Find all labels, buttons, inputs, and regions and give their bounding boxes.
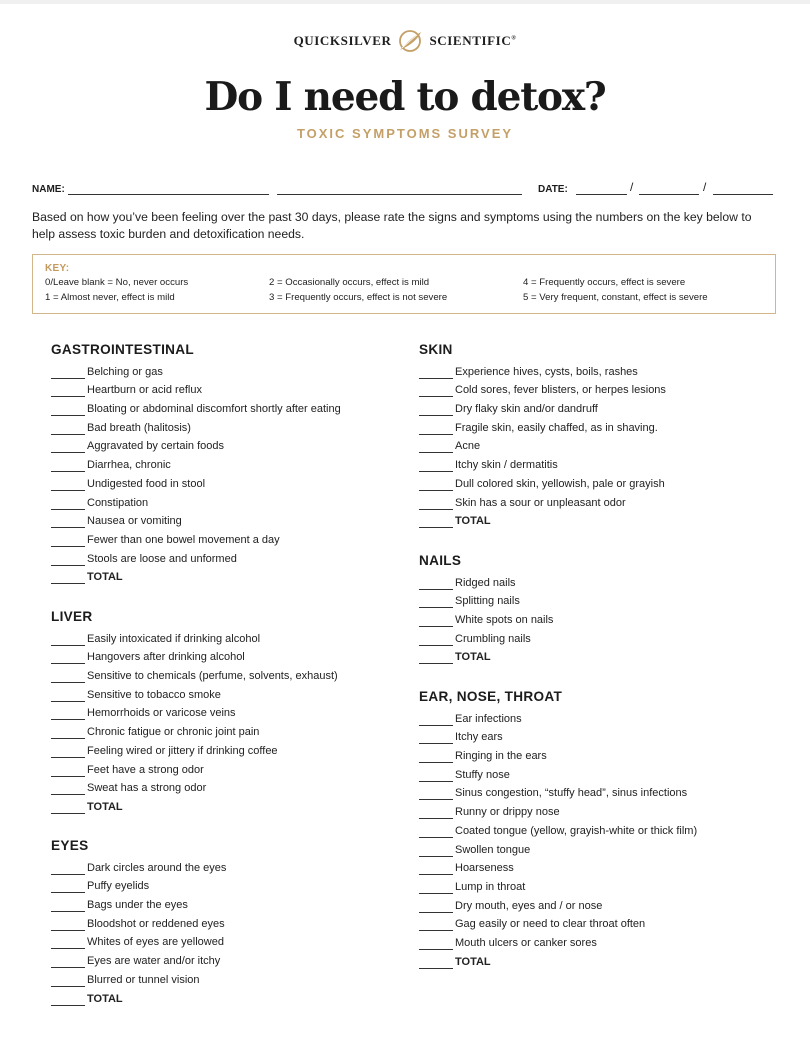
symptom-label: Ringing in the ears — [455, 750, 547, 763]
symptom-row — [419, 435, 666, 454]
score-blank[interactable] — [419, 807, 453, 819]
score-blank[interactable] — [51, 783, 85, 795]
top-edge — [0, 0, 810, 4]
symptom-row — [419, 416, 666, 435]
symptom-label: Crumbling nails — [455, 632, 531, 645]
symptom-row — [51, 360, 341, 379]
symptom-row — [419, 875, 697, 894]
total-label: TOTAL — [455, 651, 491, 664]
score-blank[interactable] — [51, 727, 85, 739]
symptom-label: Whites of eyes are yellowed — [87, 936, 224, 949]
symptom-label: Feet have a strong odor — [87, 763, 204, 776]
symptom-label: Dry flaky skin and/or dandruff — [455, 403, 598, 416]
symptom-label: Belching or gas — [87, 365, 163, 378]
score-blank[interactable] — [419, 385, 453, 397]
date-label: DATE: — [538, 184, 568, 195]
symptom-label: Ridged nails — [455, 576, 516, 589]
score-blank[interactable] — [51, 535, 85, 547]
symptom-row — [419, 931, 697, 950]
symptom-label: Lump in throat — [455, 880, 526, 893]
symptom-label: Cold sores, fever blisters, or herpes lesions — [455, 384, 666, 397]
score-blank[interactable] — [51, 516, 85, 528]
symptom-row — [419, 472, 666, 491]
symptom-row — [419, 360, 666, 379]
symptom-row — [51, 931, 226, 950]
key-item: 0/Leave blank = No, never occurs — [45, 277, 189, 288]
total-label: TOTAL — [455, 955, 491, 968]
symptom-label: Runny or drippy nose — [455, 806, 560, 819]
key-item: 3 = Frequently occurs, effect is not severe — [269, 292, 448, 303]
symptom-row — [51, 949, 226, 968]
total-score-blank[interactable] — [419, 652, 453, 664]
score-blank[interactable] — [419, 732, 453, 744]
symptom-row — [51, 664, 338, 683]
key-item: 5 = Very frequent, constant, effect is severe — [523, 292, 708, 303]
score-blank[interactable] — [51, 423, 85, 435]
score-blank[interactable] — [51, 881, 85, 893]
symptom-row — [419, 800, 697, 819]
score-blank[interactable] — [419, 634, 453, 646]
symptom-label: Coated tongue (yellow, grayish-white or thick film) — [455, 824, 698, 837]
feather-logo-icon — [397, 28, 423, 54]
symptom-label: Swollen tongue — [455, 843, 531, 856]
symptom-label: Dull colored skin, yellowish, pale or grayish — [455, 477, 665, 490]
score-blank[interactable] — [419, 423, 453, 435]
score-blank[interactable] — [419, 863, 453, 875]
symptom-row — [419, 453, 666, 472]
symptom-label: Mouth ulcers or canker sores — [455, 936, 597, 949]
total-row — [419, 646, 553, 665]
symptom-label: Sinus congestion, “stuffy head”, sinus infections — [455, 787, 688, 800]
symptom-row — [51, 646, 338, 665]
score-blank[interactable] — [419, 882, 453, 894]
symptom-row — [419, 379, 666, 398]
score-blank[interactable] — [51, 863, 85, 875]
symptom-label: Dark circles around the eyes — [87, 861, 227, 874]
symptom-label: Bloating or abdominal discomfort shortly after eating — [87, 403, 341, 416]
date-separator: / — [703, 180, 707, 194]
symptom-label: Itchy ears — [455, 731, 503, 744]
symptom-label: Feeling wired or jittery if drinking coffee — [87, 744, 278, 757]
symptom-label: Sensitive to chemicals (perfume, solvents, exhaust) — [87, 670, 338, 683]
symptom-row — [419, 571, 553, 590]
total-score-blank[interactable] — [51, 994, 85, 1006]
total-row — [51, 795, 338, 814]
symptom-label: Aggravated by certain foods — [87, 440, 224, 453]
score-blank[interactable] — [51, 404, 85, 416]
score-blank[interactable] — [419, 441, 453, 453]
score-blank[interactable] — [419, 596, 453, 608]
score-blank[interactable] — [419, 498, 453, 510]
symptom-row — [51, 875, 226, 894]
score-blank[interactable] — [51, 919, 85, 931]
score-blank[interactable] — [51, 652, 85, 664]
total-row — [419, 510, 666, 529]
symptom-row — [419, 744, 697, 763]
symptom-row — [51, 453, 341, 472]
score-blank[interactable] — [419, 770, 453, 782]
symptom-label: Hemorrhoids or varicose veins — [87, 707, 236, 720]
symptom-row — [51, 528, 341, 547]
symptom-row — [419, 763, 697, 782]
symptom-row — [51, 912, 226, 931]
symptom-row — [51, 435, 341, 454]
trademark-symbol: ® — [511, 35, 517, 42]
rating-key-box — [32, 254, 776, 314]
symptom-row — [419, 491, 666, 510]
total-score-blank[interactable] — [51, 802, 85, 814]
score-blank[interactable] — [419, 845, 453, 857]
symptom-label: Stools are loose and unformed — [87, 552, 237, 565]
symptom-row — [51, 397, 341, 416]
symptom-row — [419, 838, 697, 857]
symptom-row — [51, 893, 226, 912]
symptom-row — [51, 472, 341, 491]
section-skin — [419, 340, 666, 528]
score-blank[interactable] — [51, 975, 85, 987]
symptom-label: Ear infections — [455, 712, 522, 725]
section-heading: EAR, NOSE, THROAT — [419, 689, 563, 704]
total-score-blank[interactable] — [419, 516, 453, 528]
score-blank[interactable] — [51, 956, 85, 968]
symptom-row — [419, 627, 553, 646]
score-blank[interactable] — [51, 498, 85, 510]
score-blank[interactable] — [51, 900, 85, 912]
date-separator: / — [630, 180, 634, 194]
total-label: TOTAL — [87, 800, 123, 813]
total-label: TOTAL — [455, 515, 491, 528]
total-row — [51, 566, 341, 585]
symptom-row — [51, 547, 341, 566]
total-label: TOTAL — [87, 992, 123, 1005]
section-ear-nose-throat — [419, 687, 697, 969]
total-score-blank[interactable] — [51, 572, 85, 584]
section-gastrointestinal — [51, 340, 341, 584]
date-month-line[interactable] — [576, 194, 627, 195]
symptom-label: Nausea or vomiting — [87, 515, 182, 528]
symptom-row — [51, 777, 338, 796]
symptom-label: Diarrhea, chronic — [87, 459, 171, 472]
brand-name-right: SCIENTIFIC® — [429, 33, 517, 48]
symptom-label: White spots on nails — [455, 614, 554, 627]
key-item: 1 = Almost never, effect is mild — [45, 292, 175, 303]
score-blank[interactable] — [419, 578, 453, 590]
brand-header — [0, 28, 810, 54]
date-year-line[interactable] — [713, 194, 773, 195]
total-row — [51, 987, 226, 1006]
symptom-label: Splitting nails — [455, 595, 520, 608]
symptom-label: Eyes are water and/or itchy — [87, 955, 221, 968]
symptom-row — [51, 416, 341, 435]
score-blank[interactable] — [419, 479, 453, 491]
symptom-label: Bloodshot or reddened eyes — [87, 917, 225, 930]
symptom-row — [419, 397, 666, 416]
symptom-label: Hangovers after drinking alcohol — [87, 651, 245, 664]
brand-name-left: QUICKSILVER — [293, 33, 392, 48]
symptom-label: Skin has a sour or unpleasant odor — [455, 496, 626, 509]
score-blank[interactable] — [419, 404, 453, 416]
symptom-row — [51, 856, 226, 875]
score-blank[interactable] — [419, 901, 453, 913]
symptom-row — [51, 968, 226, 987]
symptom-row — [51, 739, 338, 758]
symptom-row — [419, 894, 697, 913]
symptom-label: Chronic fatigue or chronic joint pain — [87, 726, 260, 739]
symptom-label: Bags under the eyes — [87, 899, 188, 912]
key-label: KEY: — [45, 263, 70, 274]
symptom-row — [51, 510, 341, 529]
name-date-row — [32, 180, 774, 196]
symptom-label: Gag easily or need to clear throat often — [455, 918, 646, 931]
score-blank[interactable] — [419, 714, 453, 726]
score-blank[interactable] — [419, 826, 453, 838]
name-field-line[interactable] — [68, 194, 269, 195]
page-title: Do I need to detox? — [204, 74, 606, 120]
score-blank[interactable] — [419, 751, 453, 763]
score-blank[interactable] — [51, 746, 85, 758]
score-blank[interactable] — [51, 708, 85, 720]
symptom-label: Experience hives, cysts, boils, rashes — [455, 365, 638, 378]
section-eyes — [51, 836, 226, 1006]
symptom-row — [419, 608, 553, 627]
score-blank[interactable] — [51, 460, 85, 472]
score-blank[interactable] — [419, 919, 453, 931]
symptom-label: Fragile skin, easily chaffed, as in shaving. — [455, 421, 658, 434]
section-heading: SKIN — [419, 342, 453, 357]
symptom-label: Undigested food in stool — [87, 477, 206, 490]
key-item: 2 = Occasionally occurs, effect is mild — [269, 277, 430, 288]
symptom-row — [419, 913, 697, 932]
symptom-row — [419, 819, 697, 838]
symptom-row — [51, 758, 338, 777]
symptom-row — [51, 683, 338, 702]
symptom-row — [51, 702, 338, 721]
total-score-blank[interactable] — [419, 957, 453, 969]
score-blank[interactable] — [51, 671, 85, 683]
symptom-label: Puffy eyelids — [87, 880, 150, 893]
symptom-row — [419, 726, 697, 745]
name-field-line-2[interactable] — [277, 194, 522, 195]
symptom-row — [51, 627, 338, 646]
symptom-label: Stuffy nose — [455, 768, 510, 781]
section-heading: NAILS — [419, 553, 462, 568]
section-nails — [419, 551, 553, 664]
key-item: 4 = Frequently occurs, effect is severe — [523, 277, 686, 288]
score-blank[interactable] — [419, 788, 453, 800]
symptom-label: Acne — [455, 440, 481, 453]
symptom-row — [419, 857, 697, 876]
total-row — [419, 950, 697, 969]
symptom-label: Blurred or tunnel vision — [87, 973, 200, 986]
score-blank[interactable] — [51, 765, 85, 777]
symptom-label: Sweat has a strong odor — [87, 782, 207, 795]
score-blank[interactable] — [51, 367, 85, 379]
symptom-row — [419, 782, 697, 801]
section-heading: GASTROINTESTINAL — [51, 342, 195, 357]
total-label: TOTAL — [87, 571, 123, 584]
instructions-paragraph: Based on how you’ve been feeling over the past 30 days, please rate the signs and symptoms using the numbers on the key below to help assess toxic burden and detoxification needs. — [32, 210, 752, 241]
symptom-row — [51, 379, 341, 398]
score-blank[interactable] — [419, 938, 453, 950]
date-day-line[interactable] — [639, 194, 699, 195]
name-label: NAME: — [32, 184, 65, 195]
score-blank[interactable] — [419, 460, 453, 472]
section-heading: LIVER — [51, 609, 93, 624]
symptom-row — [51, 720, 338, 739]
symptom-label: Sensitive to tobacco smoke — [87, 688, 221, 701]
score-blank[interactable] — [51, 441, 85, 453]
score-blank[interactable] — [51, 554, 85, 566]
section-heading: EYES — [51, 838, 89, 853]
section-liver — [51, 607, 338, 814]
score-blank[interactable] — [51, 937, 85, 949]
symptom-row — [419, 707, 697, 726]
symptom-row — [419, 590, 553, 609]
symptom-label: Hoarseness — [455, 862, 514, 875]
score-blank[interactable] — [419, 367, 453, 379]
symptom-label: Bad breath (halitosis) — [87, 421, 191, 434]
score-blank[interactable] — [51, 479, 85, 491]
score-blank[interactable] — [419, 615, 453, 627]
score-blank[interactable] — [51, 634, 85, 646]
symptom-label: Heartburn or acid reflux — [87, 384, 202, 397]
score-blank[interactable] — [51, 690, 85, 702]
symptom-label: Constipation — [87, 496, 149, 509]
score-blank[interactable] — [51, 385, 85, 397]
symptom-label: Fewer than one bowel movement a day — [87, 533, 280, 546]
symptom-label: Dry mouth, eyes and / or nose — [455, 899, 603, 912]
symptom-row — [51, 491, 341, 510]
page-subtitle: TOXIC SYMPTOMS SURVEY — [296, 126, 514, 141]
symptom-label: Easily intoxicated if drinking alcohol — [87, 632, 261, 645]
symptom-label: Itchy skin / dermatitis — [455, 459, 558, 472]
